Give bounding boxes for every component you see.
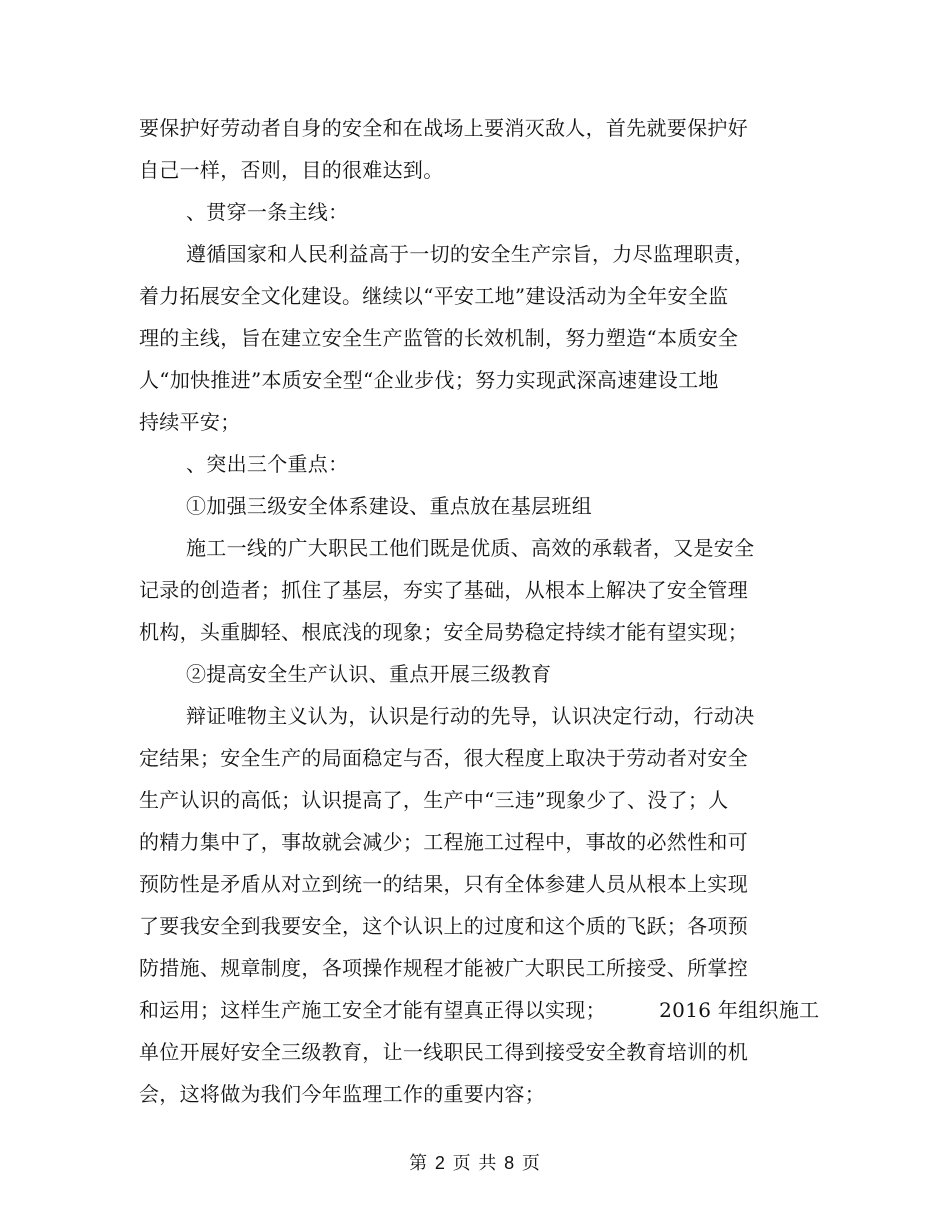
footer-suffix: 页: [521, 1153, 541, 1174]
page-number: 2: [434, 1153, 446, 1173]
paragraph-line: 会，这将做为我们今年监理工作的重要内容；: [139, 1082, 545, 1106]
paragraph-line: 着力拓展安全文化建设。继续以“平安工地”建设活动为全年安全监: [139, 284, 729, 308]
paragraph-line: 记录的创造者；抓住了基层，夯实了基础，从根本上解决了安全管理: [139, 578, 748, 602]
footer-middle: 页 共: [452, 1153, 498, 1174]
paragraph-line: 人“加快推进”本质安全型“企业步伐；努力实现武深高速建设工地: [139, 368, 719, 392]
paragraph-line: 理的主线，旨在建立安全生产监管的长效机制，努力塑造“本质安全: [139, 326, 739, 350]
paragraph-line: 预防性是矛盾从对立到统一的结果，只有全体参建人员从根本上实现: [139, 872, 748, 896]
paragraph-line: 要保护好劳动者自身的安全和在战场上要消灭敌人，首先就要保护好: [139, 116, 748, 140]
paragraph-line: 持续平安；: [139, 410, 241, 434]
paragraph-line: 的精力集中了，事故就会减少；工程施工过程中，事故的必然性和可: [139, 830, 748, 854]
subsection-heading: ①加强三级安全体系建设、重点放在基层班组: [186, 494, 592, 518]
page-footer: [0, 1149, 950, 1175]
paragraph-line: 遵循国家和人民利益高于一切的安全生产宗旨，力尽监理职责，: [186, 242, 755, 266]
paragraph-line: 了要我安全到我要安全，这个认识上的过度和这个质的飞跃；各项预: [139, 914, 748, 938]
paragraph-line: 和运用；这样生产施工安全才能有望真正得以实现； 2016 年组织施工: [139, 998, 820, 1022]
paragraph-line: 机构，头重脚轻、根底浅的现象；安全局势稳定持续才能有望实现；: [139, 620, 748, 644]
paragraph-line: 辩证唯物主义认为，认识是行动的先导，认识决定行动，行动决: [186, 704, 755, 728]
section-heading: 、突出三个重点：: [186, 452, 349, 476]
paragraph-line: 防措施、规章制度，各项操作规程才能被广大职民工所接受、所掌控: [139, 956, 748, 980]
paragraph-line: 单位开展好安全三级教育，让一线职民工得到接受安全教育培训的机: [139, 1040, 748, 1064]
paragraph-line: 自己一样，否则，目的很难达到。: [139, 158, 444, 182]
paragraph-line: 生产认识的高低；认识提高了，生产中“三违”现象少了、没了；人: [139, 788, 729, 812]
paragraph-line: 施工一线的广大职民工他们既是优质、高效的承载者，又是安全: [186, 536, 755, 560]
subsection-heading: ②提高安全生产认识、重点开展三级教育: [186, 662, 552, 686]
footer-prefix: 第: [409, 1153, 429, 1174]
paragraph-line: 定结果；安全生产的局面稳定与否，很大程度上取决于劳动者对安全: [139, 746, 748, 770]
total-pages: 8: [504, 1153, 516, 1173]
section-heading: 、贯穿一条主线：: [186, 200, 349, 224]
